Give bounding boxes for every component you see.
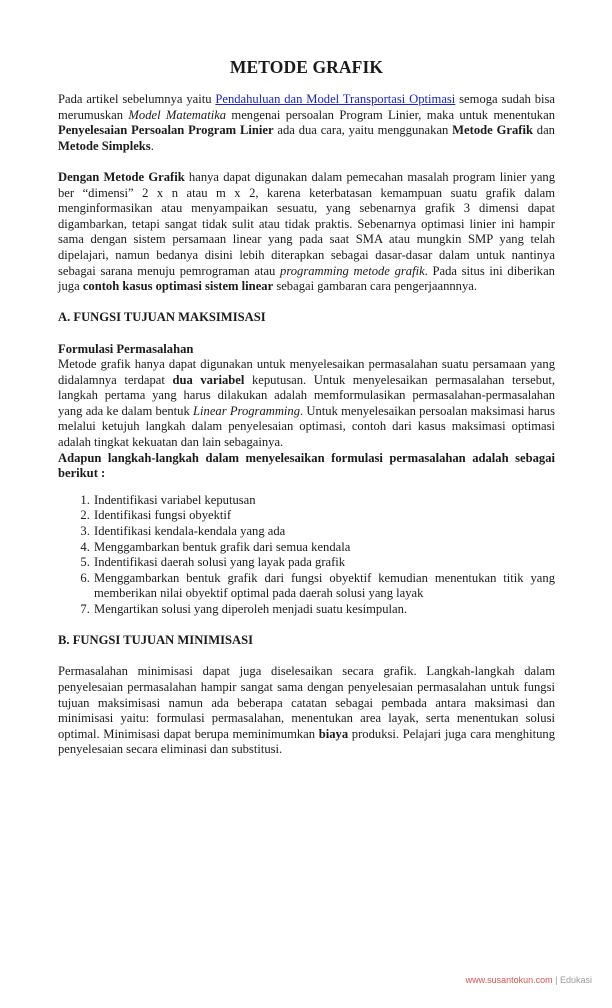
section-b-heading: B. FUNGSI TUJUAN MINIMISASI: [58, 633, 254, 648]
section-a-paragraph: [58, 357, 555, 451]
intro-bold-2: Metode Grafik: [452, 123, 533, 138]
document-body: [58, 92, 555, 758]
para2-bold-2: contoh kasus optimasi sistem linear: [82, 279, 274, 294]
section-a-bold: dua variabel: [172, 372, 245, 387]
para2-emphasis: programming metode grafik: [280, 263, 425, 278]
steps-intro: [58, 451, 555, 482]
steps-list: [58, 493, 555, 618]
footer-site-link[interactable]: www.susantokun.com: [465, 975, 553, 985]
section-a-text-1: Metode grafik hanya dapat digunakan untuk menyelesaikan permasalahan suatu persamaan yang didalamnya terdapat: [58, 357, 555, 387]
footer-separator: |: [552, 975, 560, 985]
section-a-text-2: keputusan. Untuk menyelesaikan permasalahan tersebut, langkah pertama yang harus dilakukan adalah memformulasikan permasalahan-permasalahan yang ada ke dalam bentuk: [58, 372, 556, 418]
intro-text-6: .: [150, 138, 154, 153]
list-item: 6. Menggambarkan bentuk grafik dari fungsi obyektif kemudian menentukan titik yang memberikan nilai obyektif optimal pada daerah solusi yang layak: [93, 571, 555, 602]
intro-text-2: semoga sudah bisa merumuskan: [58, 92, 555, 122]
list-item: 1. Indentifikasi variabel keputusan: [93, 493, 555, 509]
intro-text-1: Pada artikel sebelumnya yaitu: [58, 92, 216, 106]
page-footer: [466, 975, 592, 985]
list-item: 4. Menggambarkan bentuk grafik dari semua kendala: [93, 540, 555, 556]
section-a-subheading: Formulasi Permasalahan: [58, 341, 194, 356]
para2-text-1: hanya dapat digunakan dalam pemecahan masalah program linier yang ber “dimensi” 2 x n atau m x 2, karena keterbatasan kemampuan suatu grafik dalam menginformasikan atau menyampaikan sesuatu, yang sebenarnya grafik 3 dimensi dapat digambarkan, tetapi sangat tidak sulit atau tidak praktis. Sebenarnya optimasi linier ini hampir sama dengan sistem persamaan linear yang pada saat SMA atau mungkin SMP yang telah dipelajari, namun bedanya disini lebih diterapkan sebagai dasar-dasar dalam untuk nantinya sebagai sarana menuju pemrograman atau: [58, 169, 555, 278]
intro-emphasis: Model Matematika: [128, 107, 227, 122]
list-item: 5. Indentifikasi daerah solusi yang layak pada grafik: [93, 555, 555, 571]
intro-bold-1: Penyelesaian Persoalan Program Linier: [58, 123, 274, 138]
page-title: METODE GRAFIK: [229, 57, 384, 77]
list-item: 3. Identifikasi kendala-kendala yang ada: [93, 524, 555, 540]
section-a-heading: A. FUNGSI TUJUAN MAKSIMISASI: [58, 310, 266, 325]
intro-text-5: dan: [532, 123, 555, 138]
para2-text-3: sebagai gambaran cara pengerjaannnya.: [273, 279, 478, 294]
section-a-emphasis: Linear Programming: [193, 403, 301, 418]
list-item: 2. Identifikasi fungsi obyektif: [93, 508, 555, 524]
intro-text-4: ada dua cara, yaitu menggunakan: [273, 123, 453, 138]
section-b-bold: biaya: [318, 726, 349, 741]
section-a-text-3: . Untuk menyelesaikan persoalan maksimasi harus melalui ketujuh langkah dalam penyelesaian optimasi, contoh dari kasus maksimasi optimasi adalah tingkat kekuatan dan lain sebagainya.: [58, 403, 556, 450]
para2-bold-1: Dengan Metode Grafik: [58, 169, 185, 184]
intro-paragraph: [58, 92, 555, 154]
list-item: 7. Mengartikan solusi yang diperoleh menjadi suatu kesimpulan.: [93, 602, 555, 618]
steps-intro-bold: Adapun langkah-langkah dalam menyelesaikan formulasi permasalahan adalah sebagai berikut :: [58, 450, 555, 481]
footer-category: Edukasi: [559, 975, 592, 985]
intro-text-3: mengenai persoalan Program Linier, maka untuk menentukan: [226, 107, 555, 122]
metode-grafik-paragraph: [58, 170, 555, 295]
intro-bold-3: Metode Simpleks: [58, 138, 151, 153]
section-b-text-1: Permasalahan minimisasi dapat juga diselesaikan secara grafik. Langkah-langkah dalam penyelesaian permasalahan hampir sangat sama dengan penyelesaian permasalahan untuk fungsi tujuan maksimisasi namun ada beberapa catatan sebagai pembada antara maksimasi dan minimisasi yaitu: formulasi permasalahan, menentukan area layak, serta menentukan solusi optimal. Minimisasi dapat berupa meminimumkan: [58, 664, 555, 741]
section-b-paragraph: [58, 664, 555, 758]
para2-text-2: . Pada situs ini diberikan juga: [58, 263, 555, 294]
previous-article-link[interactable]: Pendahuluan dan Model Transportasi Optimasi: [215, 92, 456, 106]
section-b-text-2: produksi. Pelajari juga cara menghitung penyelesaian secara eliminasi dan substitusi.: [58, 726, 555, 757]
